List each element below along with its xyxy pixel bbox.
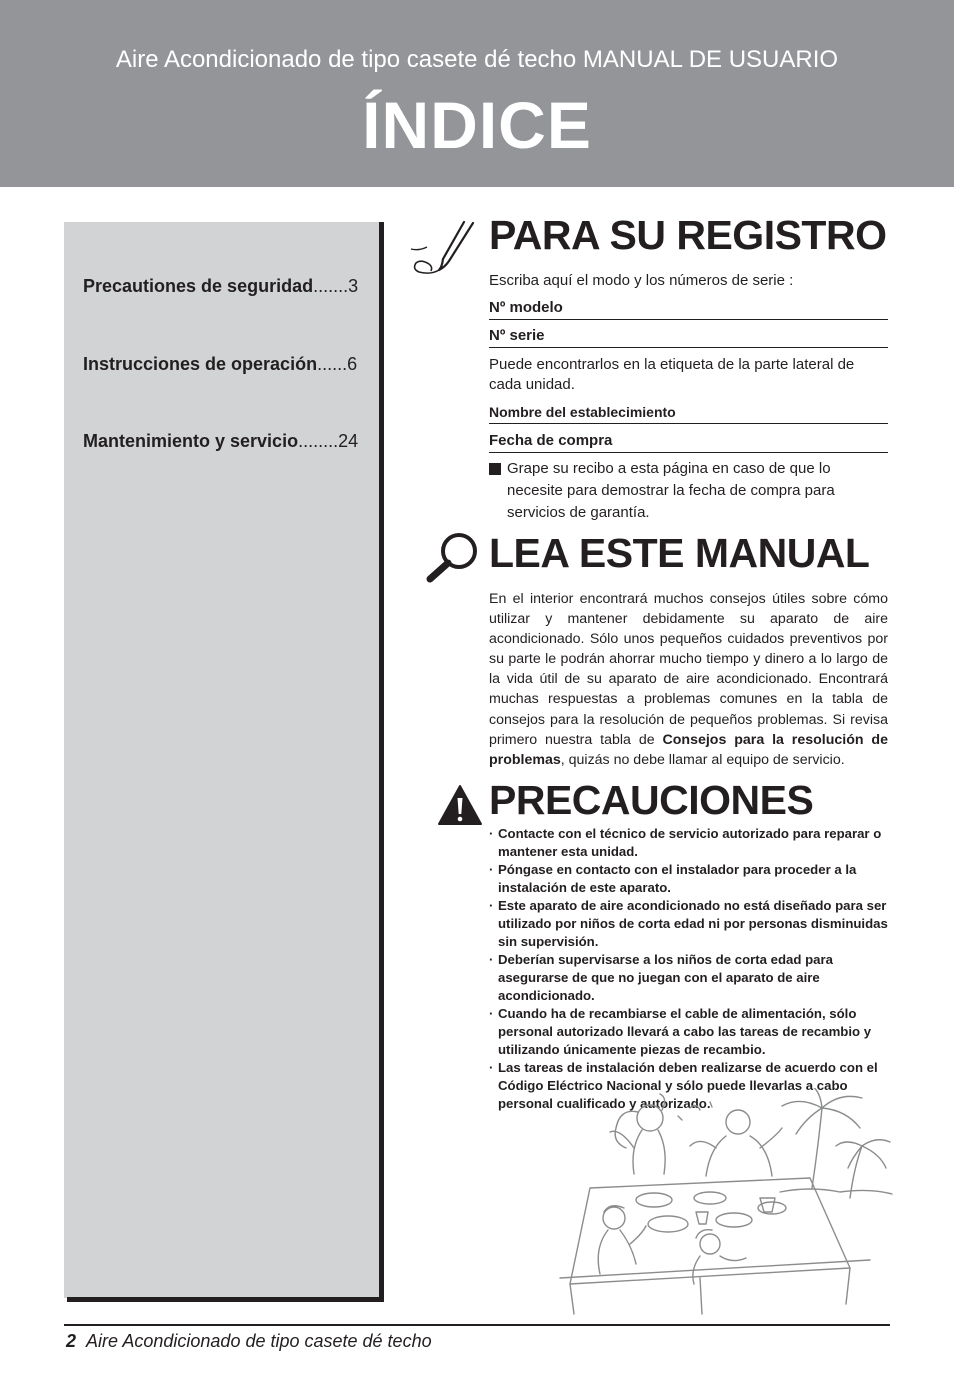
magnifier-icon: [424, 531, 482, 585]
page-title: ÍNDICE: [362, 88, 592, 162]
header-banner: [0, 0, 954, 187]
toc-panel-shadow: [379, 222, 384, 1302]
list-item: · Cuando ha de recambiarse el cable de alimentación, sólo personal autorizado llevará a cabo las tareas de recambio y utilizando únicamente piezas de recambio.: [489, 1005, 894, 1059]
toc-item-seguridad[interactable]: [83, 276, 357, 297]
square-bullet-icon: [489, 463, 501, 475]
section-title-manual: LEA ESTE MANUAL: [489, 530, 870, 576]
field-fecha-compra: Fecha de compra: [489, 432, 888, 453]
toc-item-page: 24: [338, 431, 359, 451]
pen-icon: [409, 219, 475, 277]
section-title-precauciones: PRECAUCIONES: [489, 777, 814, 823]
page-number: 2: [66, 1331, 77, 1351]
list-item: · Este aparato de aire acondicionado no está diseñado para ser utilizado por niños de corta edad ni por personas disminuidas sin supervisión.: [489, 897, 894, 951]
section-title-registro: PARA SU REGISTRO: [489, 212, 887, 258]
receipt-note-text: Grape su recibo a esta página en caso de que lo necesite para demostrar la fecha de compra para servicios de garantía.: [507, 460, 835, 521]
toc-panel-shadow-bottom: [67, 1297, 384, 1302]
manual-body-end: , quizás no debe llamar al equipo de servicio.: [560, 751, 845, 768]
field-establecimiento: Nombre del establecimiento: [489, 404, 888, 424]
toc-item-page: 3: [348, 276, 359, 296]
toc-item-page: 6: [347, 354, 358, 374]
toc-item-leader: ......: [317, 354, 348, 374]
toc-item-mantenimiento[interactable]: [83, 431, 357, 452]
toc-item-operacion[interactable]: [83, 354, 357, 375]
warning-icon: [437, 784, 483, 826]
family-picnic-illustration: [550, 1088, 895, 1316]
footer-rule: [64, 1324, 890, 1326]
toc-item-title: Mantenimiento y servicio: [83, 431, 299, 451]
list-item: · Las tareas de instalación deben realizarse de acuerdo con el Código Eléctrico Nacional y sólo puede llevarlas a cabo personal cualificado y autorizado.: [489, 1059, 894, 1113]
list-item: · Deberían supervisarse a los niños de corta edad para asegurarse de que no juegan con el aparato de aire acondicionado.: [489, 951, 894, 1005]
manual-body-text: En el interior encontrará muchos consejos útiles sobre cómo utilizar y mantener debidamente su aparato de aire acondicionado. Sólo unos pequeños cuidados preventivos por su parte le podrán ahorrar mucho tiempo y dinero a lo largo de la vida útil de su aparato de aire acondicionado. Encontrará muchas respuestas a problemas comunes en la tabla de consejos para la resolución de pequeños problemas. Si revisa primero nuestra tabla de: [489, 591, 888, 748]
toc-item-title: Instrucciones de operación: [83, 354, 318, 374]
field-modelo: Nº modelo: [489, 299, 888, 320]
registro-intro: Escriba aquí el modo y los números de serie :: [489, 272, 794, 289]
list-item: · Póngase en contacto con el instalador para proceder a la instalación de este aparato.: [489, 861, 894, 897]
precautions-list: [489, 825, 894, 1113]
manual-body-emphasis: Consejos para la resolución de problemas: [489, 731, 888, 768]
list-item: · Contacte con el técnico de servicio autorizado para reparar o mantener esta unidad.: [489, 825, 894, 861]
manual-body: [489, 589, 888, 770]
toc-item-title: Precautiones de seguridad: [83, 276, 314, 296]
receipt-note: [489, 458, 888, 524]
toc-panel: [64, 222, 380, 1298]
page-footer: [66, 1331, 432, 1352]
toc-item-leader: ........: [298, 431, 339, 451]
toc-item-leader: .......: [313, 276, 349, 296]
header-subtitle: Aire Acondicionado de tipo casete dé techo MANUAL DE USUARIO: [115, 46, 839, 73]
footer-text: Aire Acondicionado de tipo casete dé techo: [86, 1331, 432, 1351]
field-serie: Nº serie: [489, 327, 888, 348]
registro-location-note: Puede encontrarlos en la etiqueta de la parte lateral de cada unidad.: [489, 356, 855, 393]
